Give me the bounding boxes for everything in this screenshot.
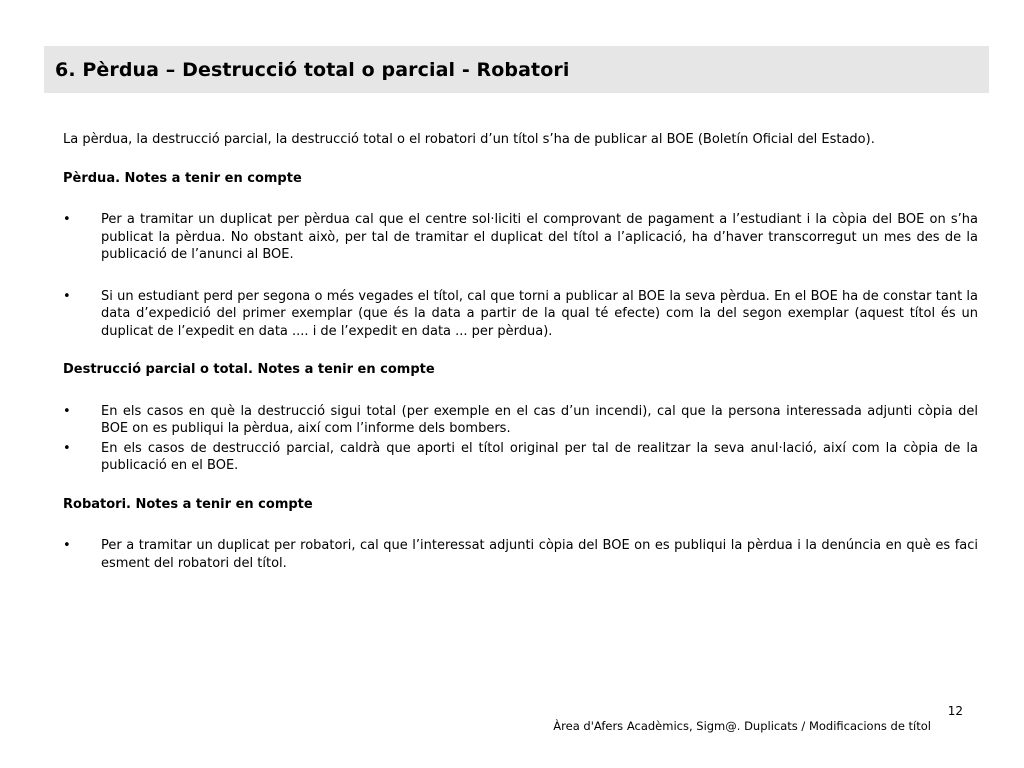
page-title: 6. Pèrdua – Destrucció total o parcial - Robatori [55, 58, 570, 81]
bullet-text: Per a tramitar un duplicat per pèrdua cal que el centre sol·liciti el comprovant de pagament a l’estudiant i la còpia del BOE on s’ha publicat la pèrdua. No obstant això, per tal de tramitar el duplicat del títol a l’aplicació, ha d’haver transcorregut un mes des de la publicació de l’anunci al BOE. [101, 212, 978, 262]
bullet-text: En els casos de destrucció parcial, caldrà que aporti el títol original per tal de realitzar la seva anul·lació, així com la còpia de la publicació en el BOE. [101, 440, 978, 473]
bullet-icon: • [63, 403, 71, 419]
footer-text: Àrea d'Afers Acadèmics, Sigm@. Duplicats / Modificacions de títol [553, 719, 931, 733]
slide-title-bar [44, 46, 989, 93]
page-number: 12 [947, 704, 963, 718]
section-heading-theft: Robatori. Notes a tenir en compte [63, 496, 313, 512]
bullet-text: Per a tramitar un duplicat per robatori, cal que l’interessat adjunti còpia del BOE on es publiqui la pèrdua i la denúncia en què es faci esment del robatori del títol. [101, 538, 978, 571]
section-heading-destruction: Destrucció parcial o total. Notes a tenir en compte [63, 362, 435, 377]
bullet-text: Si un estudiant perd per segona o més vegades el títol, cal que torni a publicar al BOE la seva pèrdua. En el BOE ha de constar tant la data d’expedició del primer exemplar (que és la data a partir de la qual té efecte) com la del segon exemplar (aquest títol és un duplicat de l’expedit en data .... i de l’expedit en data ... per pèrdua). [101, 288, 978, 339]
bullet-item [63, 403, 978, 438]
bullet-text: En els casos en què la destrucció sigui total (per exemple en el cas d’un incendi), cal que la persona interessada adjunti còpia del BOE on es publiqui la pèrdua, així com l’informe dels bombers. [101, 403, 978, 436]
bullet-icon: • [63, 538, 71, 553]
bullet-item [63, 211, 978, 264]
section-heading-loss: Pèrdua. Notes a tenir en compte [63, 170, 302, 186]
slide-content [63, 131, 978, 572]
bullet-icon: • [63, 288, 71, 304]
bullet-item [63, 537, 978, 572]
bullet-icon: • [63, 212, 71, 227]
bullet-item [63, 288, 978, 341]
intro-paragraph: La pèrdua, la destrucció parcial, la destrucció total o el robatori d’un títol s’ha de publicar al BOE (Boletín Oficial del Estado). [63, 132, 875, 147]
bullet-icon: • [63, 440, 71, 456]
bullet-item [63, 440, 978, 475]
